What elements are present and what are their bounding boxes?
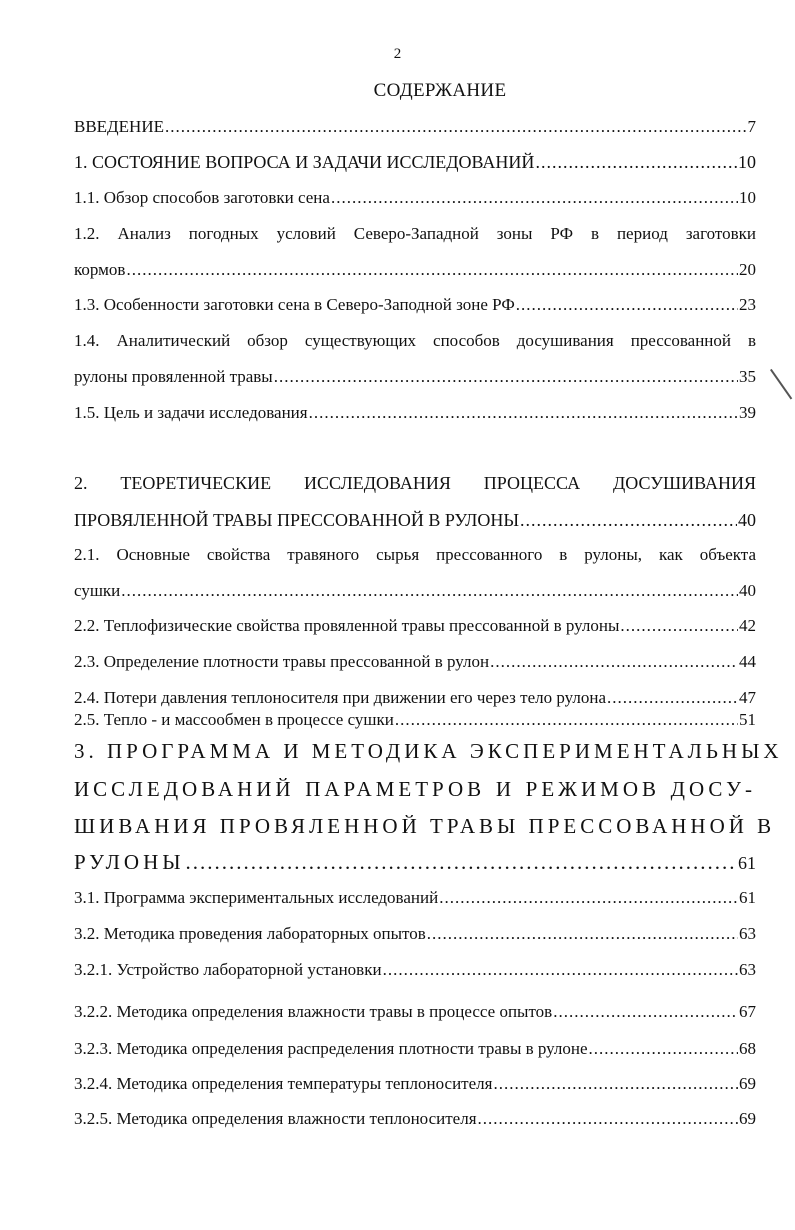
toc-entry-text: 3.1. Программа экспериментальных исследований [74, 888, 439, 907]
toc-entry-page: 20 [739, 260, 756, 279]
toc-entry-3-2-5 [74, 1109, 756, 1129]
toc-entry-page: 61 [739, 888, 756, 907]
toc-entry-introduction [74, 117, 756, 137]
toc-entry-text: 3.2.5. Методика определения влажности теплоносителя [74, 1109, 477, 1128]
toc-entry-text: 2.3. Определение плотности травы прессованной в рулон [74, 652, 490, 671]
toc-title: СОДЕРЖАНИЕ [373, 80, 507, 101]
toc-entry-page: 39 [739, 403, 756, 422]
toc-entry-2-2 [74, 616, 756, 636]
toc-entry-2-4 [74, 688, 756, 708]
toc-leader-dots [516, 295, 738, 315]
toc-entry-2-1-line-2 [74, 581, 756, 601]
toc-leader-dots [607, 688, 738, 708]
toc-entry-1-1 [74, 188, 756, 208]
toc-entry-text: 2.2. Теплофизические свойства провяленной травы прессованной в рулоны [74, 616, 620, 635]
toc-leader-dots [121, 581, 738, 601]
toc-entry-chapter-3-line-1 [74, 739, 783, 763]
toc-entry-page: 7 [747, 117, 756, 136]
toc-entry-chapter-2-line-2 [74, 510, 756, 530]
toc-leader-dots [274, 367, 738, 387]
toc-leader-dots [331, 188, 738, 208]
toc-leader-dots [490, 652, 738, 672]
toc-leader-dots [126, 260, 738, 280]
toc-entry-text: 3.2.1. Устройство лабораторной установки [74, 960, 382, 979]
toc-leader-dots [427, 924, 738, 944]
toc-entry-page: 51 [739, 710, 756, 729]
toc-leader-dots [165, 117, 747, 137]
toc-entry-text: кормов [74, 260, 126, 279]
toc-entry-page: 40 [739, 581, 756, 600]
toc-entry-text: ИССЛЕДОВАНИЙ ПАРАМЕТРОВ И РЕЖИМОВ ДОСУ- [74, 777, 756, 801]
toc-entry-text: 2. ТЕОРЕТИЧЕСКИЕ ИССЛЕДОВАНИЯ ПРОЦЕССА ДОСУШИВАНИЯ [74, 473, 756, 493]
toc-entry-chapter-1 [74, 152, 756, 172]
toc-entry-page: 67 [739, 1002, 756, 1021]
toc-entry-page: 63 [739, 960, 756, 979]
toc-entry-page: 61 [738, 853, 756, 873]
toc-entry-text: 2.1. Основные свойства травяного сырья прессованного в рулоны, как объекта [74, 545, 756, 564]
toc-entry-page: 69 [739, 1074, 756, 1093]
toc-leader-dots [620, 616, 738, 636]
toc-entry-2-1-line-1 [74, 545, 756, 565]
toc-entry-page: 40 [738, 510, 756, 530]
toc-leader-dots [186, 852, 737, 872]
toc-entry-3-2-4 [74, 1074, 756, 1094]
toc-entry-2-3 [74, 652, 756, 672]
toc-entry-chapter-3-line-2 [74, 779, 756, 799]
toc-entry-text: 3.2. Методика проведения лабораторных опытов [74, 924, 426, 943]
toc-entry-page: 42 [739, 616, 756, 635]
toc-entry-page: 68 [739, 1039, 756, 1058]
toc-entry-text: 1.3. Особенности заготовки сена в Северо-Заподной зоне РФ [74, 295, 515, 314]
toc-entry-text: 3.2.4. Методика определения температуры теплоносителя [74, 1074, 493, 1093]
toc-entry-text: 1.1. Обзор способов заготовки сена [74, 188, 330, 207]
toc-entry-1-4-line-2 [74, 367, 756, 387]
toc-entry-text: сушки [74, 581, 121, 600]
toc-entry-page: 23 [739, 295, 756, 314]
toc-entry-chapter-2-line-1 [74, 473, 756, 493]
toc-entry-text: 1.4. Аналитический обзор существующих способов досушивания прессованной в [74, 331, 756, 350]
toc-entry-text: 1.5. Цель и задачи исследования [74, 403, 308, 422]
toc-entry-text: рулоны провяленной травы [74, 367, 273, 386]
toc-entry-3-2-1 [74, 960, 756, 980]
toc-leader-dots [589, 1039, 738, 1059]
toc-entry-text: ВВЕДЕНИЕ [74, 117, 164, 136]
toc-leader-dots [309, 403, 738, 423]
toc-entry-page: 47 [739, 688, 756, 707]
page-number: 2 [393, 46, 402, 62]
toc-entry-1-5 [74, 403, 756, 423]
toc-entry-text: 3.2.3. Методика определения распределения плотности травы в рулоне [74, 1039, 588, 1058]
toc-entry-text: 3. ПРОГРАММА И МЕТОДИКА ЭКСПЕРИМЕНТАЛЬНЫХ [74, 739, 783, 763]
toc-entry-page: 10 [738, 152, 756, 172]
toc-entry-2-5 [74, 710, 756, 730]
toc-entry-page: 63 [739, 924, 756, 943]
toc-leader-dots [478, 1109, 738, 1129]
pen-stroke-mark [770, 369, 792, 399]
toc-entry-chapter-3-line-4 [74, 852, 756, 873]
toc-entry-page: 10 [739, 188, 756, 207]
toc-entry-3-1 [74, 888, 756, 908]
toc-entry-text: 3.2.2. Методика определения влажности травы в процессе опытов [74, 1002, 553, 1021]
toc-leader-dots [439, 888, 738, 908]
toc-entry-3-2-3 [74, 1039, 756, 1059]
toc-entry-1-3 [74, 295, 756, 315]
toc-entry-text: РУЛОНЫ [74, 850, 185, 874]
toc-entry-page: 69 [739, 1109, 756, 1128]
toc-entry-text: ПРОВЯЛЕННОЙ ТРАВЫ ПРЕССОВАННОЙ В РУЛОНЫ [74, 510, 520, 530]
toc-entry-3-2 [74, 924, 756, 944]
toc-entry-1-2-line-2 [74, 260, 756, 280]
toc-leader-dots [535, 152, 737, 172]
toc-leader-dots [520, 510, 737, 530]
toc-entry-text: ШИВАНИЯ ПРОВЯЛЕННОЙ ТРАВЫ ПРЕССОВАННОЙ В [74, 814, 776, 838]
toc-entry-1-2-line-1 [74, 224, 756, 244]
toc-entry-text: 2.5. Тепло - и массообмен в процессе сушки [74, 710, 394, 729]
toc-entry-text: 1. СОСТОЯНИЕ ВОПРОСА И ЗАДАЧИ ИССЛЕДОВАНИЙ [74, 152, 535, 172]
toc-entry-text: 2.4. Потери давления теплоносителя при движении его через тело рулона [74, 688, 607, 707]
toc-leader-dots [553, 1002, 738, 1022]
toc-entry-text: 1.2. Анализ погодных условий Северо-Западной зоны РФ в период заготовки [74, 224, 756, 243]
toc-leader-dots [383, 960, 738, 980]
toc-entry-1-4-line-1 [74, 331, 756, 351]
toc-entry-page: 44 [739, 652, 756, 671]
toc-entry-page: 35 [739, 367, 756, 386]
toc-entry-chapter-3-line-3 [74, 814, 776, 838]
toc-leader-dots [395, 710, 738, 730]
toc-entry-3-2-2 [74, 1002, 756, 1022]
toc-leader-dots [493, 1074, 738, 1094]
